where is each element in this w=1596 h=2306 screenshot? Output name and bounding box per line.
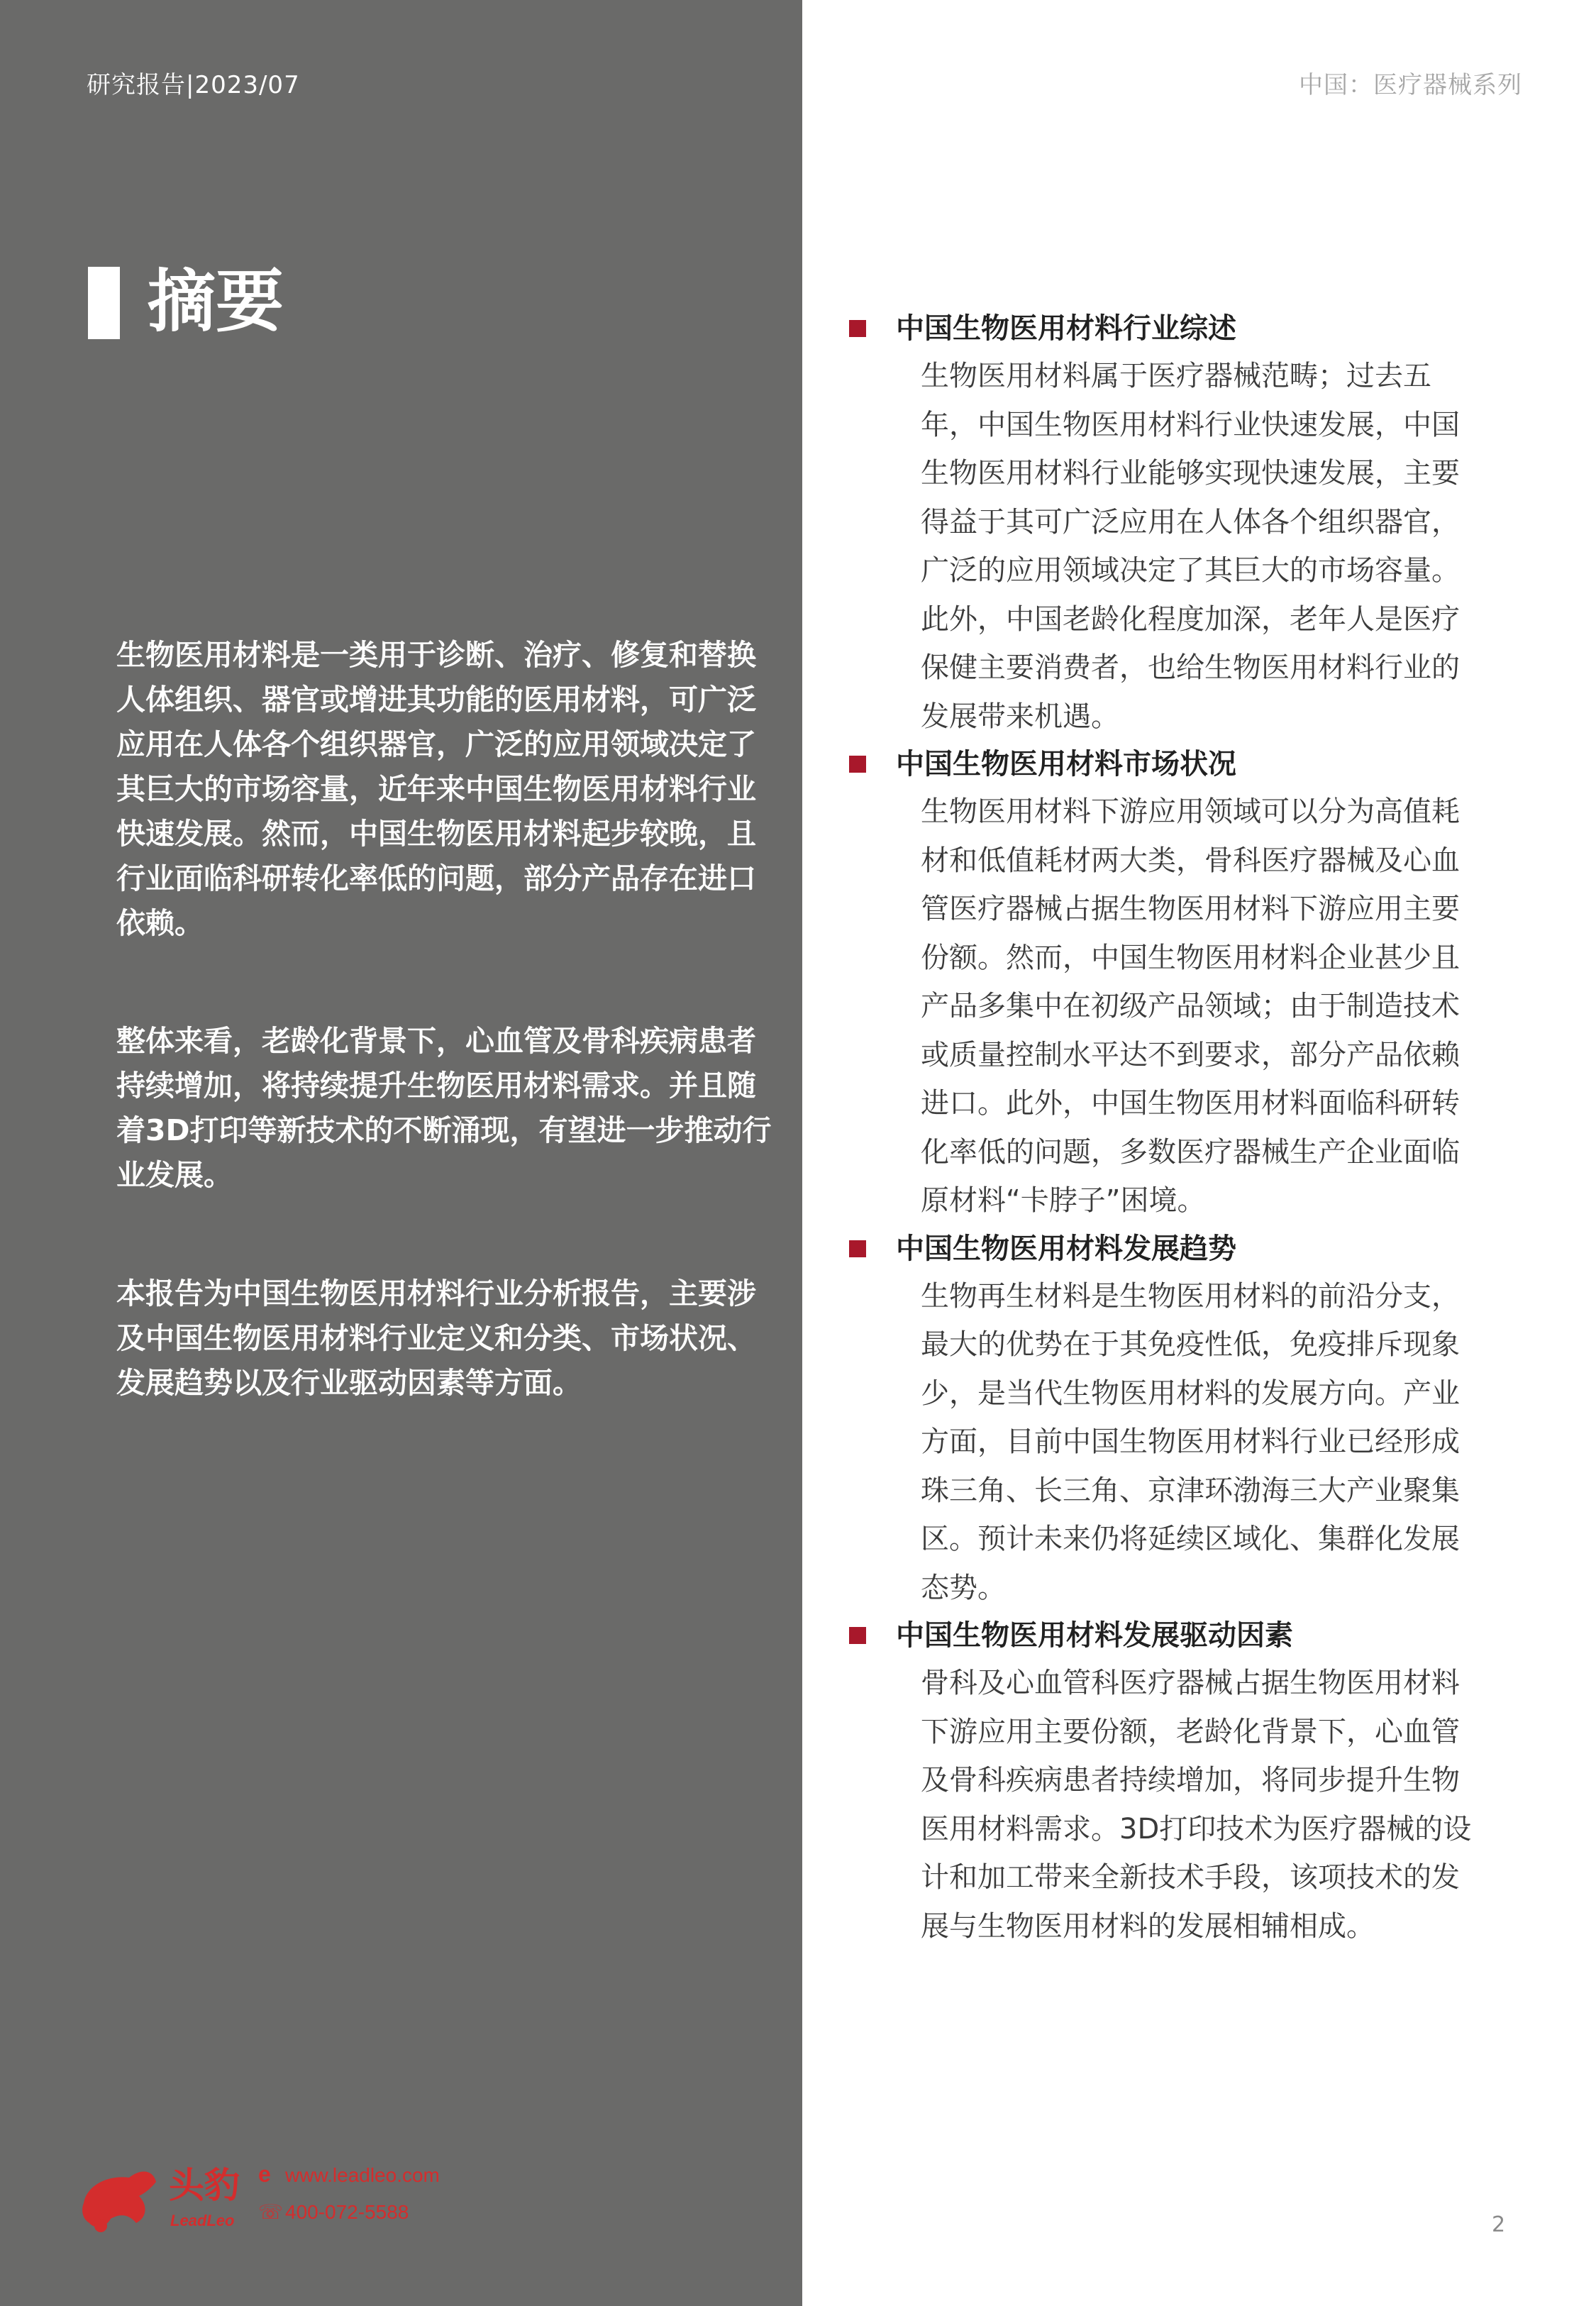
intro-paragraph-2: 整体来看，老龄化背景下，心血管及骨科疾病患者持续增加，将持续提升生物医用材料需求。并且随着3D打印等新技术的不断涌现，有望进一步推动行业发展。 [116,1024,772,1192]
intro-paragraph-3: 本报告为中国生物医用材料行业分析报告，主要涉及中国生物医用材料行业定义和分类、市场状况、发展趋势以及行业驱动因素等方面。 [116,1276,756,1400]
logo-website: www.leadleo.com [285,2164,440,2186]
logo-brand-cn: 头豹 [169,2166,240,2205]
logo-phone: 400-072-5588 [285,2201,409,2223]
series-label: 中国：医疗器械系列 [1299,71,1522,99]
square-bullet-icon [849,1240,866,1257]
title-accent-bar [88,267,120,339]
section-development-trend [849,1225,1516,1613]
phone-icon: ☏ [258,2200,284,2224]
summary-sections [849,305,1516,1951]
section-title: 中国生物医用材料行业综述 [896,312,1236,345]
logo-brand-en: LeadLeo [170,2212,235,2229]
section-title: 中国生物医用材料发展驱动因素 [896,1619,1293,1652]
section-header [849,1612,1516,1659]
intro-paragraph-1: 生物医用材料是一类用于诊断、治疗、修复和替换人体组织、器官或增进其功能的医用材料，可广泛应用在人体各个组织器官，广泛的应用领域决定了其巨大的市场容量，近年来中国生物医用材料行业快速发展。然而，中国生物医用材料起步较晚，且行业面临科研转化率低的问题，部分产品存在进口依赖。 [116,638,756,940]
section-header [849,1225,1516,1272]
page-title: 摘要 [148,262,284,341]
section-body: 骨科及心血管科医疗器械占据生物医用材料下游应用主要份额，老龄化背景下，心血管及骨科疾病患者持续增加，将同步提升生物医用材料需求。3D打印技术为医疗器械的设计和加工带来全新技术手段，该项技术的发展与生物医用材料的发展相辅相成。 [921,1667,1472,1943]
section-driving-factors [849,1612,1516,1951]
section-title: 中国生物医用材料市场状况 [896,748,1236,780]
report-label: 研究报告|2023/07 [87,71,300,99]
section-overview [849,305,1516,741]
square-bullet-icon [849,320,866,337]
section-body: 生物再生材料是生物医用材料的前沿分支，最大的优势在于其免疫性低，免疫排斥现象少，是当代生物医用材料的发展方向。产业方面，目前中国生物医用材料行业已经形成珠三角、长三角、京津环渤海三大产业聚集区。预计未来仍将延续区域化、集群化发展态势。 [921,1279,1460,1604]
section-header [849,741,1516,788]
section-body: 生物医用材料属于医疗器械范畴；过去五年，中国生物医用材料行业快速发展，中国生物医用材料行业能够实现快速发展，主要得益于其可广泛应用在人体各个组织器官，广泛的应用领域决定了其巨大的市场容量。此外，中国老龄化程度加深，老年人是医疗保健主要消费者，也给生物医用材料行业的发展带来机遇。 [921,360,1460,733]
section-market-status [849,741,1516,1225]
page-number: 2 [1492,2212,1506,2237]
section-body: 生物医用材料下游应用领域可以分为高值耗材和低值耗材两大类，骨科医疗器械及心血管医疗器械占据生物医用材料下游应用主要份额。然而，中国生物医用材料企业甚少且产品多集中在初级产品领域；由于制造技术或质量控制水平达不到要求，部分产品依赖进口。此外，中国生物医用材料面临科研转化率低的问题，多数医疗器械生产企业面临原材料“卡脖子”困境。 [921,795,1460,1217]
square-bullet-icon [849,1627,866,1644]
section-header [849,305,1516,352]
web-icon: e [258,2161,271,2187]
section-title: 中国生物医用材料发展趋势 [896,1232,1236,1265]
square-bullet-icon [849,756,866,773]
leopard-mark-icon [82,2171,156,2227]
leadleo-logo [79,2153,477,2239]
